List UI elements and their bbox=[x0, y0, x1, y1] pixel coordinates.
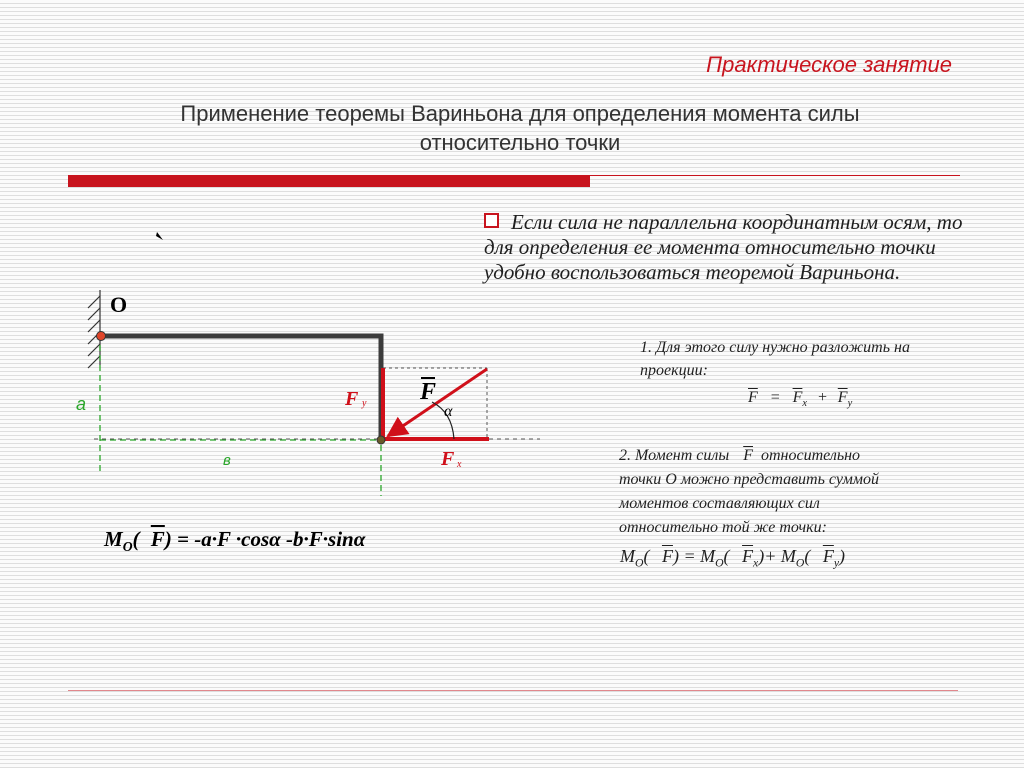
small-arrow-mark bbox=[156, 232, 163, 240]
mf-alpha-1: α bbox=[269, 527, 281, 551]
step-2-line-3: моментов составляющих сил bbox=[619, 495, 820, 512]
ms-m1-sub: O bbox=[635, 556, 644, 570]
ms-eq: ) = M bbox=[672, 546, 716, 566]
mf-m: M bbox=[104, 527, 123, 551]
wall-support-hatching bbox=[88, 290, 100, 368]
ms-f1: $\overline{F}$ bbox=[661, 546, 673, 566]
label-b: в bbox=[223, 452, 231, 469]
label-O: O bbox=[110, 292, 128, 317]
plus-sign: + bbox=[816, 389, 828, 406]
mf-open: ( bbox=[132, 527, 140, 551]
ms-m3-sub: O bbox=[795, 556, 805, 570]
ms-f2-sub: x bbox=[753, 556, 759, 570]
footer-divider bbox=[68, 690, 958, 691]
label-Fy: F bbox=[345, 388, 359, 410]
ms-f3: $\overline{F}$ bbox=[822, 546, 834, 566]
ms-p2: ( bbox=[723, 546, 730, 566]
step-2-force: $\overline{F}$ bbox=[743, 447, 753, 464]
mf-alpha-2: α bbox=[353, 527, 366, 551]
mf-rest: ) = -a·F ·cos bbox=[164, 527, 270, 551]
mf-force: $\overline{F}$ bbox=[150, 527, 165, 551]
label-Fx: F bbox=[441, 448, 455, 470]
ms-p1: ( bbox=[643, 546, 650, 566]
ms-f3-sub: y bbox=[833, 556, 840, 570]
label-Fy-sub: y bbox=[362, 398, 367, 409]
vector-Fx-sub: x bbox=[802, 398, 807, 410]
vector-F: $\overline{F}$ bbox=[748, 389, 758, 406]
slide-subtitle: Практическое занятие bbox=[706, 52, 952, 77]
title-line-1: Применение теоремы Вариньона для определения момента силы bbox=[180, 101, 860, 126]
ms-close: ) bbox=[839, 546, 846, 566]
step-2-text-b: относительно bbox=[761, 447, 861, 464]
ms-m2-sub: O bbox=[715, 556, 724, 570]
ms-m1: M bbox=[620, 546, 635, 566]
ms-f2: $\overline{F}$ bbox=[742, 546, 754, 566]
equals-sign: = bbox=[769, 389, 781, 406]
label-F: F bbox=[420, 379, 437, 405]
step-2-line-4: относительно той же точки: bbox=[619, 519, 827, 536]
point-application bbox=[377, 436, 385, 444]
intro-text: Если сила не параллельна координатным осям, то для определения ее момента относительно точки удобно воспользоваться теоремой Вариньона. bbox=[484, 210, 963, 284]
vector-Fy-sub: y bbox=[847, 398, 853, 410]
ms-p3: ( bbox=[804, 546, 811, 566]
step-1-line-2: проекции: bbox=[640, 362, 708, 379]
label-alpha: α bbox=[444, 403, 453, 420]
vector-Fy: $\overline{F}$ bbox=[837, 389, 848, 406]
step-1-line-1: 1. Для этого силу нужно разложить на bbox=[640, 339, 910, 356]
mf-mid: -b·F·sin bbox=[280, 527, 354, 551]
mf-m-sub: O bbox=[122, 539, 133, 555]
step-2-line-2: точки О можно представить суммой bbox=[619, 471, 879, 488]
vector-Fx: $\overline{F}$ bbox=[792, 389, 803, 406]
label-a: a bbox=[76, 394, 87, 414]
step-2-text-a: 2. Момент силы bbox=[619, 447, 730, 464]
force-F-arrow bbox=[388, 369, 487, 436]
ms-plus: )+ M bbox=[758, 546, 796, 566]
point-O bbox=[97, 332, 106, 341]
label-Fx-sub: x bbox=[457, 459, 462, 470]
bent-beam bbox=[101, 336, 381, 440]
title-line-2: относительно точки bbox=[419, 130, 621, 155]
